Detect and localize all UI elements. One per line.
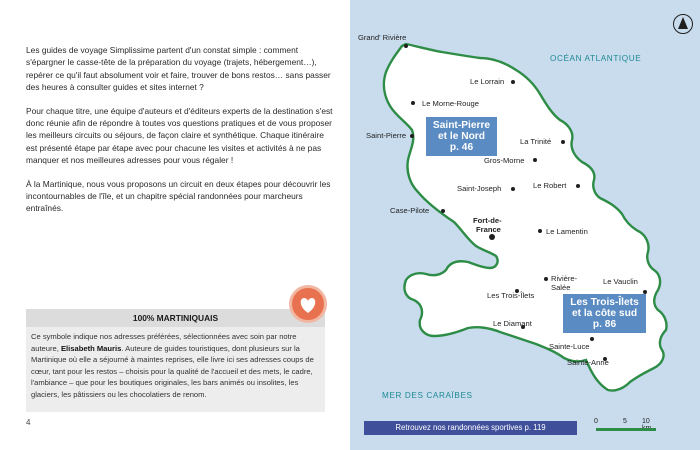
scale-label-10: 10 [642,418,650,425]
north-arrow-icon [673,14,693,34]
map-page [350,0,700,450]
town-dot [538,229,542,233]
region-sud-box[interactable] [563,294,646,333]
region-nord-page: p. 46 [449,142,474,153]
scale-label-5: 5 [623,418,627,425]
town-dot [410,134,414,138]
town-le-robert[interactable]: Le Robert [533,181,567,190]
town-dot [511,187,515,191]
town-dot [533,158,537,162]
heart-icon [292,288,324,320]
town-dot [576,184,580,188]
town-dot [404,44,408,48]
town-le-vauclin[interactable]: Le Vauclin [603,277,638,286]
martiniquais-infobox [26,309,325,412]
intro-paragraph-1: Les guides de voyage Simplissime partent d'un constat simple : comment s'épargner le casse-tête de la préparation du voyage (trajets, hébergement…), repérer ce qu'il faut absolument voir et faire, trouver de bons restos… sans passer des heures à consulter guides et sites internet ? [26,45,331,93]
region-sud-line1: Les Trois-Îlets [570,297,639,308]
town-saint-pierre[interactable]: Saint-Pierre [366,131,407,140]
town-dot [441,209,445,213]
page-number: 4 [26,418,31,427]
town-le-lorrain[interactable]: Le Lorrain [470,77,505,86]
intro-paragraph-2: Pour chaque titre, une équipe d'auteurs et d'éditeurs experts de la destination s'est donc réunie afin de répondre à toutes vos questions pratiques et de vous proposer les meilleurs circuits ou séjours, de façon claire et synthétique. Chaque itinéraire est présenté étape par étape avec pour chacune les visites et activités à ne pas manquer et nos meilleures adresses pour vous régaler ! [26,105,333,166]
hiking-link[interactable]: Retrouvez nos randonnées sportives p. 119 [364,421,577,435]
town-gros-morne[interactable]: Gros-Morne [484,156,525,165]
town-le-diamant[interactable]: Le Diamant [493,319,532,328]
scale-line [596,428,656,431]
town-case-pilote[interactable]: Case-Pilote [390,206,430,215]
town-grand-riviere[interactable]: Grand' Rivière [358,33,407,42]
town-les-trois-ilets[interactable]: Les Trois-Îlets [487,291,535,300]
town-dot [590,337,594,341]
martinique-map [350,0,700,450]
infobox-text-after: . Auteure de guides touristiques, dont plusieurs sur la Martinique où elle a séjourné à maintes reprises, elle livre ici ses adresses coups de cœur, tant pour les restos – choisis pour la qualité de l'accueil et des mets, le cadre, l'ambiance – que pour les boutiques originales, les bars animés ou insolites, les glaciers, les pâtissiers ou les chocolatiers de renom. [31,343,314,399]
region-nord-line1: Saint-Pierre [432,120,491,131]
town-france-label[interactable]: France [476,225,501,234]
town-salee-label[interactable]: Salée [551,283,571,292]
town-fort-de-label[interactable]: Fort-de- [473,216,502,225]
region-sud-line2: et la côte sud [571,308,638,319]
town-riviere-label[interactable]: Rivière- [551,274,578,283]
intro-paragraph-3: À la Martinique, nous vous proposons un circuit en deux étapes pour découvrir les incontournables de l'île, et un chapitre spécial randonnées pour marcheurs entraînés. [26,178,331,214]
town-le-lamentin[interactable]: Le Lamentin [546,227,588,236]
infobox-text-before: Ce symbole indique nos adresses préférées, sélectionnées avec soin par notre auteure, [31,332,297,353]
heart-badge [289,285,327,323]
town-sainte-anne[interactable]: Sainte-Anne [567,358,609,367]
town-dot [544,277,548,281]
town-saint-joseph[interactable]: Saint-Joseph [457,184,502,193]
infobox-title: 100% MARTINIQUAIS [26,309,325,327]
town-le-morne-rouge[interactable]: Le Morne-Rouge [422,99,479,108]
town-dot [411,101,415,105]
scale-label-0: 0 [594,418,598,425]
capital-dot [489,234,495,240]
region-nord-line2: et le Nord [438,131,485,142]
town-dot [561,140,565,144]
infobox-author: Elisabeth Mauris [60,343,122,353]
town-sainte-luce[interactable]: Sainte-Luce [549,342,590,351]
island-outline [384,44,667,391]
town-la-trinite[interactable]: La Trinité [520,137,552,146]
atlantic-label: OCÉAN ATLANTIQUE [550,54,642,63]
town-dot [511,80,515,84]
scale-bar [594,418,658,438]
region-sud-page: p. 86 [592,319,617,330]
intro-text [26,44,336,226]
infobox-body [31,331,321,401]
region-nord-box[interactable] [426,117,497,156]
caribbean-label: MER DES CARAÏBES [382,391,473,400]
